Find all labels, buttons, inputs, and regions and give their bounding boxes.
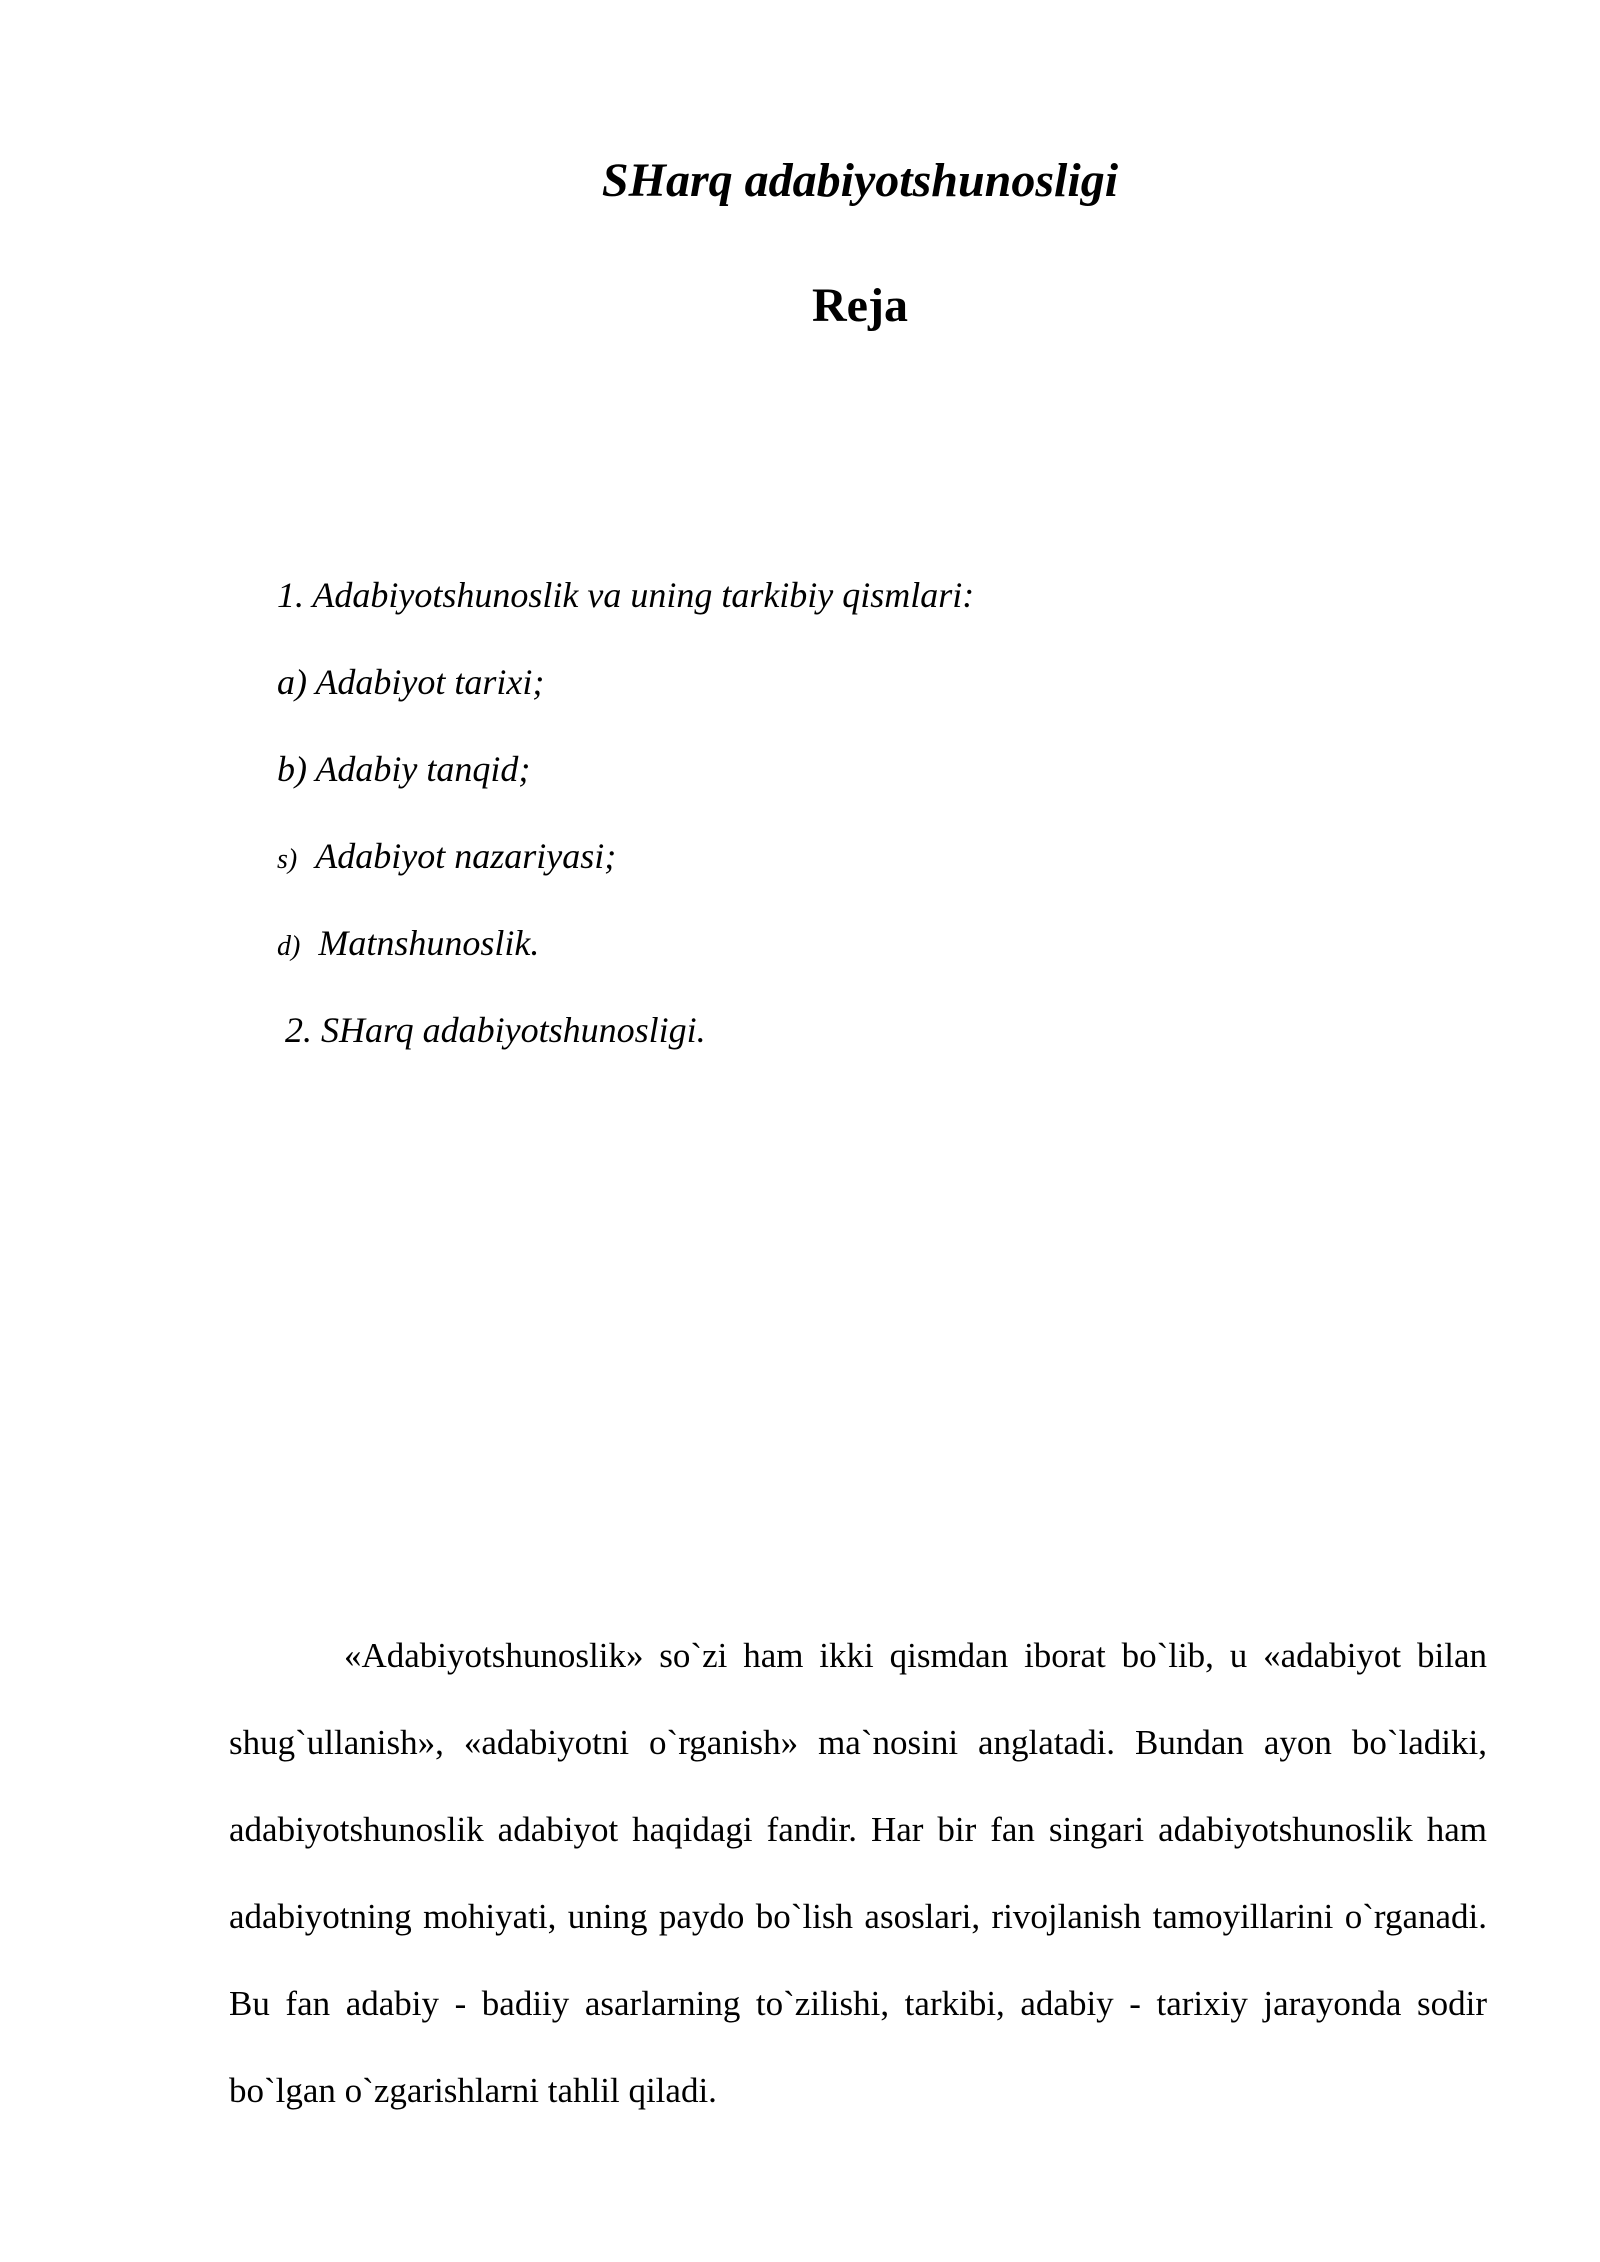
document-title: SHarq adabiyotshunosligi (601, 154, 1119, 207)
plan-item (277, 748, 530, 791)
plan-item-text: Adabiyot nazariyasi; (315, 836, 617, 876)
plan-item-marker: b) (277, 749, 307, 789)
plan-item-text: SHarq adabiyotshunosligi. (321, 1010, 706, 1050)
plan-item (285, 1009, 706, 1052)
plan-item-text: Adabiy tanqid; (315, 749, 531, 789)
plan-item-marker: d) (277, 931, 301, 962)
plan-item-text: Adabiyot tarixi; (315, 662, 545, 702)
plan-item-marker: s) (277, 844, 298, 875)
plan-item (277, 661, 544, 704)
plan-item (277, 835, 616, 878)
plan-item-text: Matnshunoslik. (318, 923, 540, 963)
plan-item-text: Adabiyotshunoslik va uning tarkibiy qismlari: (312, 575, 975, 615)
plan-item-marker: a) (277, 662, 307, 702)
plan-heading: Reja (812, 279, 908, 332)
plan-item (277, 922, 539, 965)
body-paragraph: «Adabiyotshunoslik» so`zi ham ikki qismdan iborat bo`lib, u «adabiyot bilan shug`ullanish», «adabiyotni o`rganish» ma`nosini anglatadi. Bundan ayon bo`ladiki, adabiyotshunoslik adabiyot haqidagi fandir. Har bir fan singari adabiyotshunoslik ham adabiyotning mohiyati, uning paydo bo`lish asoslari, rivojlanish tamoyillarini o`rganadi. Bu fan adabiy - badiiy asarlarning to`zilishi, tarkibi, adabiy - tarixiy jarayonda sodir bo`lgan o`zgarishlarni tahlil qiladi. (229, 1636, 1487, 2110)
plan-item-marker: 1. (277, 575, 304, 615)
plan-item (277, 574, 974, 617)
plan-item-marker: 2. (285, 1010, 312, 1050)
